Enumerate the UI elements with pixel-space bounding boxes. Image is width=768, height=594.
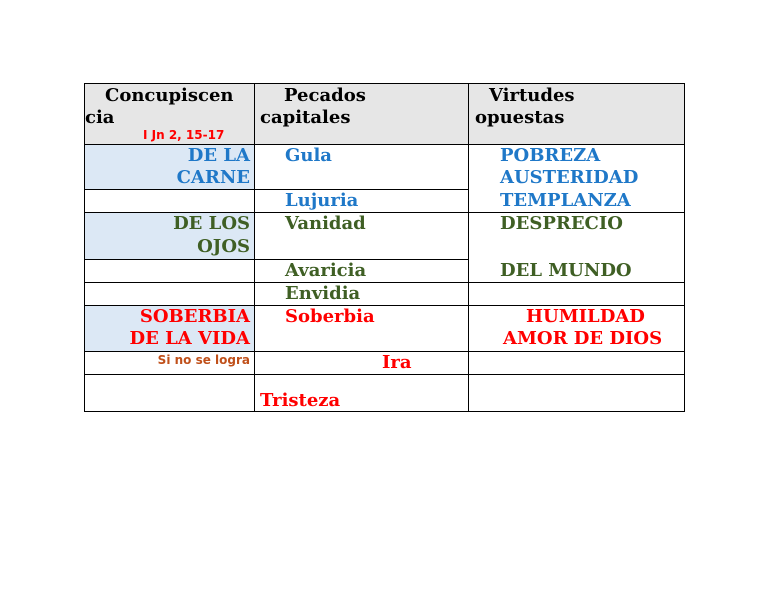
column-divider-1 [254, 84, 255, 411]
vida-line1: SOBERBIA [139, 306, 250, 327]
pecado-gula: Gula [285, 145, 332, 166]
row-divider-ira [85, 374, 684, 375]
carne-line1: DE LA [187, 145, 250, 166]
header-bible-reference: I Jn 2, 15-17 [143, 128, 225, 142]
column-divider-2 [468, 84, 469, 411]
virtud-desprecio: DESPRECIO [500, 213, 623, 234]
header-pecados-line2: capitales [260, 107, 351, 128]
ojos-line2: OJOS [197, 236, 250, 257]
virtud-templanza: TEMPLANZA [500, 190, 631, 211]
row-divider-carne [85, 189, 468, 190]
header-concupiscencia-line1: Concupiscen [105, 85, 234, 106]
condition-note: Si no se logra [157, 353, 250, 367]
header-virtudes-line2: opuestas [475, 107, 565, 128]
pecado-tristeza: Tristeza [260, 390, 341, 411]
ojos-line1: DE LOS [173, 213, 250, 234]
virtud-del-mundo: DEL MUNDO [500, 260, 632, 281]
header-pecados-line1: Pecados [284, 85, 366, 106]
header-virtudes-line1: Virtudes [489, 85, 575, 106]
pecado-vanidad: Vanidad [285, 213, 366, 234]
pecado-avaricia: Avaricia [285, 260, 367, 281]
row-divider-avaricia [85, 282, 684, 283]
pecado-envidia: Envidia [285, 283, 361, 304]
pecado-ira: Ira [382, 352, 412, 373]
virtud-humildad: HUMILDAD [526, 306, 645, 327]
virtud-amor-de-dios: AMOR DE DIOS [503, 328, 663, 349]
virtues-table [84, 83, 685, 412]
row-divider-vanidad [85, 259, 468, 260]
header-concupiscencia-line2: cia [85, 107, 115, 128]
vida-line2: DE LA VIDA [129, 328, 250, 349]
carne-line2: CARNE [176, 167, 250, 188]
virtud-austeridad: AUSTERIDAD [500, 167, 639, 188]
pecado-soberbia: Soberbia [285, 306, 375, 327]
pecado-lujuria: Lujuria [285, 190, 359, 211]
virtud-pobreza: POBREZA [500, 145, 601, 166]
